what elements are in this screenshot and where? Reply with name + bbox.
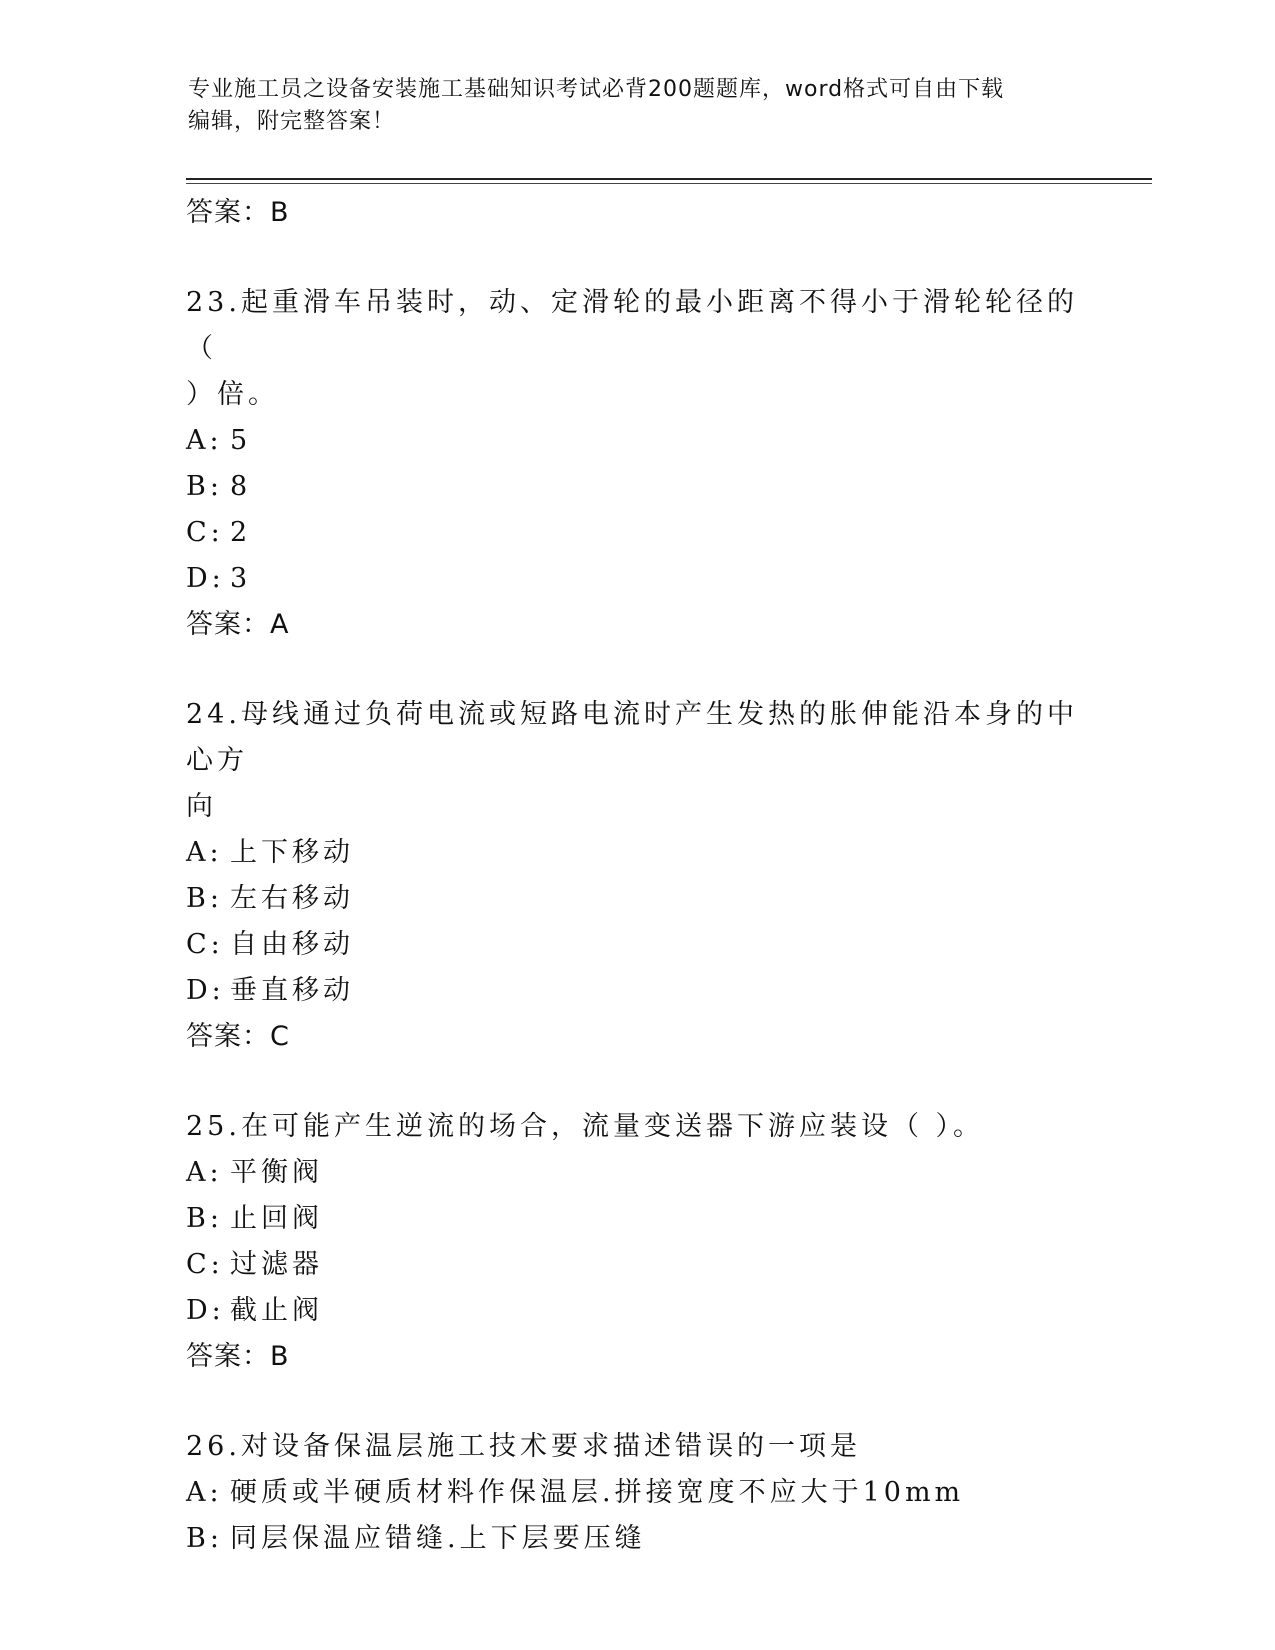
header-divider-thick <box>186 178 1152 180</box>
option-text: 同层保温应错缝.上下层要压缝 <box>230 1523 646 1554</box>
option-text: 硬质或半硬质材料作保温层.拼接宽度不应大于10mm <box>230 1477 965 1508</box>
option-label: B: <box>186 471 223 502</box>
option-text: 5 <box>230 425 252 456</box>
option-b <box>186 464 1086 510</box>
option-b <box>186 1516 1086 1562</box>
option-text: 8 <box>230 471 252 502</box>
question-text <box>186 1104 1086 1150</box>
previous-answer: 答案：B <box>186 197 290 228</box>
option-text: 上下移动 <box>230 837 354 868</box>
question-text-line: 23.起重滑车吊装时，动、定滑轮的最小距离不得小于滑轮轮径的（ <box>186 287 1078 364</box>
option-text: 截止阀 <box>230 1295 323 1326</box>
header-line-2: 编辑，附完整答案！ <box>188 109 396 134</box>
question-list <box>186 190 1086 1562</box>
option-label: C: <box>186 1249 224 1280</box>
option-label: C: <box>186 929 224 960</box>
option-text: 2 <box>230 517 252 548</box>
option-d <box>186 1288 1086 1334</box>
document-header <box>188 74 1088 138</box>
option-d <box>186 556 1086 602</box>
option-label: A: <box>186 1157 223 1188</box>
option-text: 自由移动 <box>230 929 354 960</box>
option-text: 平衡阀 <box>230 1157 323 1188</box>
question-text-line: 24.母线通过负荷电流或短路电流时产生发热的胀伸能沿本身的中心方 <box>186 699 1078 776</box>
answer: 答案：A <box>186 609 290 640</box>
option-a <box>186 418 1086 464</box>
option-label: B: <box>186 883 223 914</box>
option-b <box>186 1196 1086 1242</box>
option-text: 止回阀 <box>230 1203 323 1234</box>
option-label: C: <box>186 517 224 548</box>
question-text-line: 向 <box>186 791 217 822</box>
question-text-line: 26.对设备保温层施工技术要求描述错误的一项是 <box>186 1431 861 1462</box>
option-a <box>186 1150 1086 1196</box>
option-label: D: <box>186 975 225 1006</box>
option-label: D: <box>186 563 225 594</box>
header-line-1: 专业施工员之设备安装施工基础知识考试必背200题题库，word格式可自由下载 <box>188 77 1005 102</box>
question-25 <box>186 1104 1086 1380</box>
question-text <box>186 280 1086 418</box>
option-d <box>186 968 1086 1014</box>
option-text: 左右移动 <box>230 883 354 914</box>
option-text: 垂直移动 <box>230 975 354 1006</box>
option-label: D: <box>186 1295 225 1326</box>
option-label: A: <box>186 837 223 868</box>
header-divider-thin <box>186 183 1152 184</box>
option-label: A: <box>186 1477 223 1508</box>
question-23 <box>186 280 1086 648</box>
option-a <box>186 1470 1086 1516</box>
option-text: 过滤器 <box>230 1249 323 1280</box>
option-c <box>186 922 1086 968</box>
option-c <box>186 510 1086 556</box>
answer: 答案：B <box>186 1341 290 1372</box>
answer: 答案：C <box>186 1021 290 1052</box>
question-text <box>186 1424 1086 1470</box>
option-c <box>186 1242 1086 1288</box>
question-26 <box>186 1424 1086 1562</box>
question-24 <box>186 692 1086 1060</box>
question-text-line: 25.在可能产生逆流的场合，流量变送器下游应装设（ ）。 <box>186 1111 985 1142</box>
option-label: B: <box>186 1523 223 1554</box>
option-label: A: <box>186 425 223 456</box>
option-label: B: <box>186 1203 223 1234</box>
option-a <box>186 830 1086 876</box>
question-text <box>186 692 1086 830</box>
question-text-line: ）倍。 <box>186 379 279 410</box>
option-b <box>186 876 1086 922</box>
option-text: 3 <box>230 563 252 594</box>
